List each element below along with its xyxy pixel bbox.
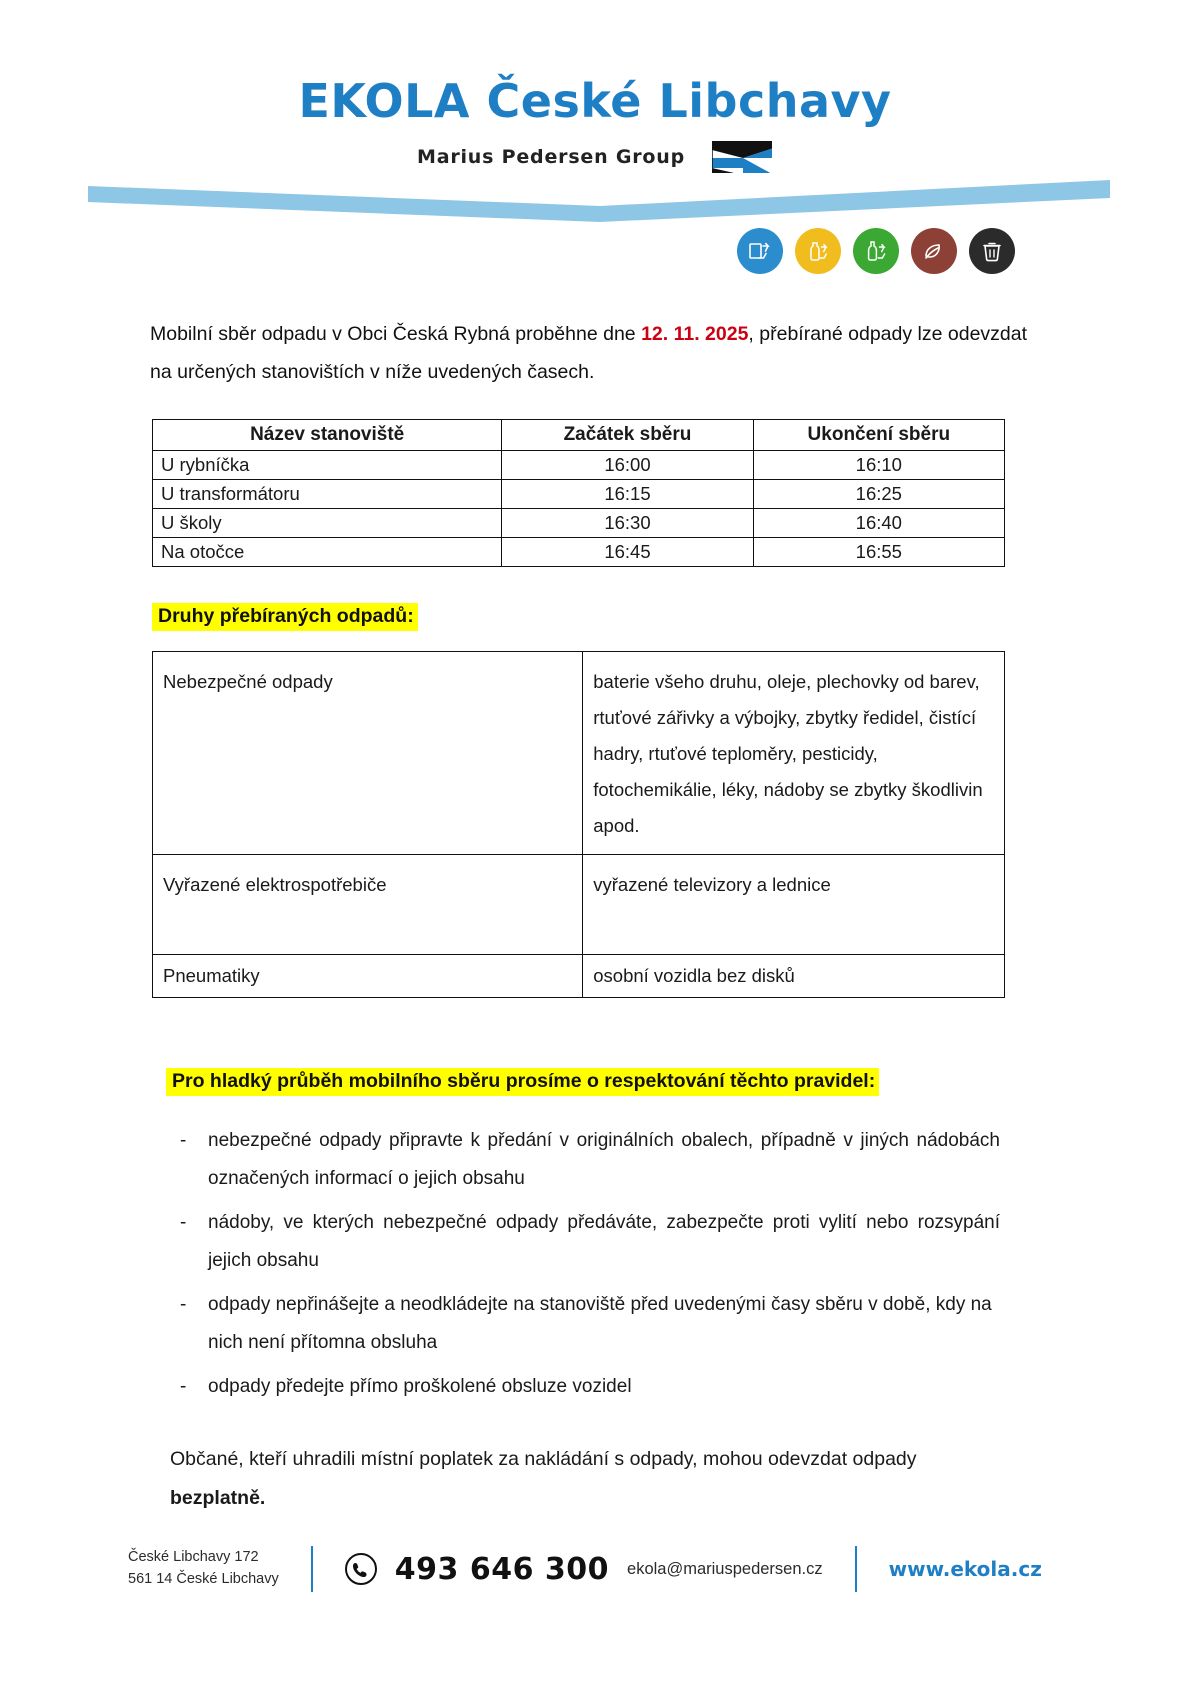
station-start-time: 16:15 [502,480,753,509]
rules-heading: Pro hladký průběh mobilního sběru prosíme o respektování těchto pravidel: [166,1068,879,1096]
schedule-col-end: Ukončení sběru [753,420,1004,451]
table-row [153,509,1005,538]
plastic-bottle-recycling-glyph [804,237,832,265]
list-item [180,1368,1000,1406]
closing-paragraph [170,1440,1000,1518]
station-end-time: 16:25 [753,480,1004,509]
schedule-header-row [153,420,1005,451]
trash-bin-glyph [978,237,1006,265]
table-row [153,955,1005,998]
footer-email[interactable]: ekola@mariuspedersen.cz [627,1559,823,1578]
closing-text: Občané, kteří uhradili místní poplatek za nakládání s odpady, mohou odevzdat odpady [170,1448,917,1471]
table-row [153,538,1005,567]
closing-bold-word: bezplatně. [170,1487,266,1510]
waste-description: baterie všeho druhu, oleje, plechovky od barev, rtuťové zářivky a výbojky, zbytky ředidel, čistící hadry, rtuťové teploměry, pesticidy, fotochemikálie, léky, nádoby se zbytky škodlivin apod. [583,652,1005,855]
list-item [180,1204,1000,1280]
footer-website[interactable]: www.ekola.cz [888,1557,1042,1581]
rules-list [180,1122,1000,1406]
station-name: U školy [153,509,502,538]
paper-recycling-glyph [746,237,774,265]
waste-table-wrapper [152,651,1005,998]
brand-subtitle: Marius Pedersen Group [416,146,685,168]
table-row [153,480,1005,509]
document-body [0,300,1190,1518]
brand-subtitle-row [0,140,1190,174]
waste-description: osobní vozidla bez disků [583,955,1005,998]
list-item [180,1122,1000,1198]
paper-recycling-icon [737,228,783,274]
table-row [153,855,1005,955]
table-row [153,652,1005,855]
rule-text: nádoby, ve kterých nebezpečné odpady předáváte, zabezpečte proti vylití nebo rozsypání jejich obsahu [208,1212,1000,1272]
plastic-bottle-recycling-icon [795,228,841,274]
footer-divider-1 [311,1546,313,1592]
waste-label: Pneumatiky [153,955,583,998]
waste-heading-wrapper [0,567,1190,631]
rule-text: nebezpečné odpady připravte k předání v originálních obalech, případně v jiných nádobách označených informací o jejich obsahu [208,1130,1000,1190]
footer-divider-2 [855,1546,857,1592]
page-title: EKOLA České Libchavy [298,74,892,128]
schedule-col-station: Název stanoviště [153,420,502,451]
station-end-time: 16:10 [753,451,1004,480]
bullet-dash: - [180,1294,187,1316]
station-end-time: 16:40 [753,509,1004,538]
bullet-dash: - [180,1376,187,1398]
collection-date: 12. 11. 2025 [641,323,749,345]
rule-text: odpady předejte přímo proškolené obsluze vozidel [208,1376,632,1398]
glass-bottle-recycling-glyph [862,237,890,265]
phone-icon [345,1553,377,1585]
table-row [153,451,1005,480]
station-end-time: 16:55 [753,538,1004,567]
bullet-dash: - [180,1130,187,1152]
phone-icon-glyph [351,1560,370,1579]
intro-before-date: Mobilní sběr odpadu v Obci Česká Rybná proběhne dne [150,323,642,345]
station-start-time: 16:30 [502,509,753,538]
rules-heading-wrapper [14,1032,1190,1096]
marius-pedersen-logo-mark [712,141,773,174]
waste-types-heading: Druhy přebíraných odpadů: [152,603,418,631]
footer-address-line2: 561 14 České Libchavy [128,1571,279,1587]
bio-leaf-icon [911,228,957,274]
eco-icon-row [737,228,1015,274]
waste-types-table [152,651,1005,998]
glass-bottle-recycling-icon [853,228,899,274]
bio-leaf-glyph [920,237,948,265]
page-header [0,0,1190,300]
marius-pedersen-logo [711,140,773,174]
station-start-time: 16:00 [502,451,753,480]
station-start-time: 16:45 [502,538,753,567]
schedule-table [152,419,1005,567]
footer-phone[interactable]: 493 646 300 [394,1551,610,1587]
intro-after-date: , přebírané odpady lze odevzdat na určených stanovištích v níže uvedených časech. [150,323,1028,384]
station-name: Na otočce [153,538,502,567]
header-swoosh-graphic [0,178,1190,222]
waste-label: Vyřazené elektrospotřebiče [153,855,583,955]
footer-address [128,1547,279,1591]
schedule-table-wrapper [152,419,1005,567]
list-item [180,1286,1000,1362]
page-footer [0,1546,1190,1592]
intro-paragraph [150,315,1040,391]
footer-address-line1: České Libchavy 172 [128,1549,259,1566]
waste-description: vyřazené televizory a lednice [583,855,1005,955]
station-name: U transformátoru [153,480,502,509]
rule-text: odpady nepřinášejte a neodkládejte na stanoviště před uvedenými časy sběru v době, kdy na nich není přítomna obsluha [208,1294,992,1354]
schedule-col-start: Začátek sběru [502,420,753,451]
waste-label: Nebezpečné odpady [153,652,583,855]
trash-bin-icon [969,228,1015,274]
bullet-dash: - [180,1212,187,1234]
station-name: U rybníčka [153,451,502,480]
